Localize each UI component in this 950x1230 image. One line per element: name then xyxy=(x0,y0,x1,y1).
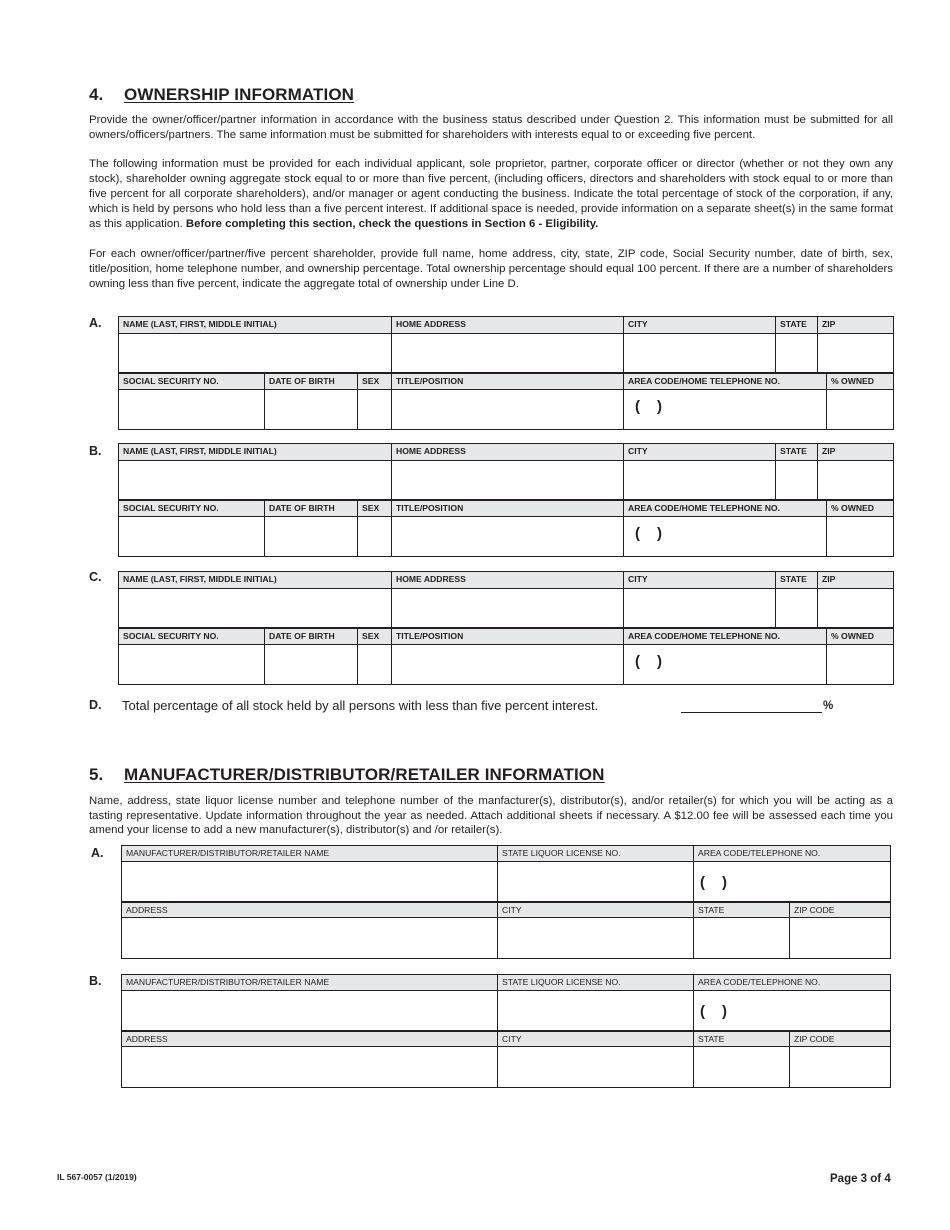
dob-header: DATE OF BIRTH xyxy=(265,629,358,644)
sex-header: SEX xyxy=(358,501,392,516)
city-field[interactable] xyxy=(498,1047,694,1087)
manufacturer-row-label: B. xyxy=(89,974,102,988)
owner-input-row-1 xyxy=(119,589,893,627)
state-field[interactable] xyxy=(694,1047,790,1087)
name-field[interactable] xyxy=(119,461,392,499)
phone-field[interactable] xyxy=(624,645,827,684)
manufacturer-input-row-2 xyxy=(122,918,890,958)
ssn-field[interactable] xyxy=(119,645,265,684)
line-d-text: Total percentage of all stock held by all persons with less than five percent interest. xyxy=(122,698,599,713)
owner-input-row-1 xyxy=(119,461,893,499)
dob-header: DATE OF BIRTH xyxy=(265,501,358,516)
paren-close: ) xyxy=(657,525,662,542)
sex-header: SEX xyxy=(358,374,392,389)
manufacturer-table-a xyxy=(121,845,891,959)
manufacturer-header-row-1 xyxy=(122,846,890,862)
manufacturer-header-row-2 xyxy=(122,1032,890,1047)
license-field[interactable] xyxy=(498,862,694,901)
ssn-header: SOCIAL SECURITY NO. xyxy=(119,501,265,516)
ssn-header: SOCIAL SECURITY NO. xyxy=(119,374,265,389)
state-header: STATE xyxy=(694,1032,790,1046)
zip-code-header: ZIP CODE xyxy=(794,905,835,915)
address-field[interactable] xyxy=(122,918,498,958)
zip-code-field[interactable] xyxy=(790,1047,890,1087)
license-header: STATE LIQUOR LICENSE NO. xyxy=(498,975,694,990)
paren-open: ( xyxy=(635,398,640,415)
ownership-intro-paragraph: Provide the owner/officer/partner information in accordance with the business status described under Question 2. This information must be submitted for all owners/officers/partners. The same information must be submitted for shareholders with interests equal to or exceeding five percent. xyxy=(89,114,893,141)
manufacturer-input-row-1 xyxy=(122,991,890,1030)
zip-header: ZIP xyxy=(822,446,836,456)
owned-header: % OWNED xyxy=(831,503,874,513)
owner-row-label: C. xyxy=(89,570,102,584)
manufacturer-name-header: MANUFACTURER/DISTRIBUTOR/RETAILER NAME xyxy=(122,975,498,990)
home-address-field[interactable] xyxy=(392,461,624,499)
instructions-text: The following information must be provided for each individual applicant, sole proprietor, partner, corporate officer or director (whether or not they own any stock), shareholder owning aggregate stock equal to or more than five percent, (including officers, directors and shareholders with stock equal to or more than five percent for all corporate shareholders), and/or manager or agent conducting the business. Indicate the total percentage of stock of the corporation, if any, which is held by persons who hold less than a five percent interest. If additional space is needed, provide information on a separate sheet(s) in the same format as this application. xyxy=(89,158,893,230)
city-header: CITY xyxy=(624,444,776,460)
city-header: CITY xyxy=(498,1032,694,1046)
section-number: 5. xyxy=(89,765,104,784)
phone-field[interactable] xyxy=(624,517,827,556)
title-field[interactable] xyxy=(392,517,624,556)
sex-field[interactable] xyxy=(358,517,392,556)
dob-field[interactable] xyxy=(265,390,358,429)
paren-close: ) xyxy=(722,1003,727,1020)
manufacturer-name-header: MANUFACTURER/DISTRIBUTOR/RETAILER NAME xyxy=(122,846,498,861)
paren-open: ( xyxy=(700,874,705,891)
telephone-header: AREA CODE/TELEPHONE NO. xyxy=(698,977,821,987)
area-code-parens xyxy=(700,1003,744,1020)
phone-field[interactable] xyxy=(624,390,827,429)
state-header: STATE xyxy=(776,317,818,333)
state-field[interactable] xyxy=(776,334,818,372)
paren-open: ( xyxy=(635,653,640,670)
owned-header: % OWNED xyxy=(831,376,874,386)
city-field[interactable] xyxy=(624,589,776,627)
home-address-header: HOME ADDRESS xyxy=(392,317,624,333)
percent-sign: % xyxy=(823,700,834,712)
eligibility-note: Before completing this section, check the questions in Section 6 - Eligibility. xyxy=(185,218,599,230)
title-header: TITLE/POSITION xyxy=(392,629,624,644)
owner-table-b xyxy=(118,443,894,557)
name-header: NAME (LAST, FIRST, MIDDLE INITIAL) xyxy=(119,317,392,333)
sex-field[interactable] xyxy=(358,645,392,684)
area-code-parens xyxy=(635,653,679,670)
ssn-field[interactable] xyxy=(119,390,265,429)
area-code-parens xyxy=(700,874,744,891)
manufacturer-input-row-1 xyxy=(122,862,890,901)
ownership-instructions-paragraph xyxy=(89,157,893,232)
section-5-title xyxy=(89,765,604,785)
paren-close: ) xyxy=(722,874,727,891)
address-header: ADDRESS xyxy=(122,903,498,917)
owner-row-label: B. xyxy=(89,444,102,458)
name-header: NAME (LAST, FIRST, MIDDLE INITIAL) xyxy=(119,572,392,588)
telephone-field[interactable] xyxy=(694,991,890,1030)
section-number: 4. xyxy=(89,85,104,104)
paren-close: ) xyxy=(657,653,662,670)
state-field[interactable] xyxy=(694,918,790,958)
city-field[interactable] xyxy=(624,461,776,499)
license-field[interactable] xyxy=(498,991,694,1030)
owner-input-row-1 xyxy=(119,334,893,372)
city-header: CITY xyxy=(498,903,694,917)
zip-header: ZIP xyxy=(822,319,836,329)
city-field[interactable] xyxy=(624,334,776,372)
state-header: STATE xyxy=(694,903,790,917)
manufacturer-row-label: A. xyxy=(91,846,104,860)
owner-table-c xyxy=(118,571,894,685)
owned-field[interactable] xyxy=(827,517,893,556)
state-field[interactable] xyxy=(776,589,818,627)
owner-header-row-2 xyxy=(119,629,893,645)
address-field[interactable] xyxy=(122,1047,498,1087)
owner-input-row-2 xyxy=(119,645,893,684)
manufacturer-table-b xyxy=(121,974,891,1088)
owner-header-row-2 xyxy=(119,374,893,390)
sex-header: SEX xyxy=(358,629,392,644)
license-header: STATE LIQUOR LICENSE NO. xyxy=(498,846,694,861)
name-field[interactable] xyxy=(119,589,392,627)
form-id: IL 567-0057 (1/2019) xyxy=(57,1172,137,1182)
zip-code-field[interactable] xyxy=(790,918,890,958)
city-header: CITY xyxy=(624,317,776,333)
owned-field[interactable] xyxy=(827,645,893,684)
phone-header: AREA CODE/HOME TELEPHONE NO. xyxy=(624,629,827,644)
telephone-header: AREA CODE/TELEPHONE NO. xyxy=(698,848,821,858)
title-header: TITLE/POSITION xyxy=(392,374,624,389)
area-code-parens xyxy=(635,525,679,542)
title-field[interactable] xyxy=(392,645,624,684)
owner-header-row-1 xyxy=(119,572,893,589)
owned-header: % OWNED xyxy=(831,631,874,641)
dob-field[interactable] xyxy=(265,517,358,556)
zip-header: ZIP xyxy=(822,574,836,584)
home-address-header: HOME ADDRESS xyxy=(392,572,624,588)
section-title-text: MANUFACTURER/DISTRIBUTOR/RETAILER INFORMATION xyxy=(124,765,605,784)
dob-header: DATE OF BIRTH xyxy=(265,374,358,389)
paren-open: ( xyxy=(635,525,640,542)
manufacturer-paragraph: Name, address, state liquor license number and telephone number of the manfacturer(s), distributor(s), and/or retailer(s) for which you will be acting as a tasting representative. Update information throughout the year as needed. Attach additional sheets if necessary. A $12.00 fee will be assessed each time you amend your license to add a new manufacturer(s), distributor(s) and /or retailer(s). xyxy=(89,795,893,836)
zip-field[interactable] xyxy=(818,461,893,499)
phone-header: AREA CODE/HOME TELEPHONE NO. xyxy=(624,501,827,516)
zip-code-header: ZIP CODE xyxy=(794,1034,835,1044)
ssn-header: SOCIAL SECURITY NO. xyxy=(119,629,265,644)
line-d-label: D. xyxy=(89,698,102,712)
city-field[interactable] xyxy=(498,918,694,958)
title-header: TITLE/POSITION xyxy=(392,501,624,516)
name-header: NAME (LAST, FIRST, MIDDLE INITIAL) xyxy=(119,444,392,460)
manufacturer-name-field[interactable] xyxy=(122,862,498,901)
owner-input-row-2 xyxy=(119,390,893,429)
manufacturer-input-row-2 xyxy=(122,1047,890,1087)
area-code-parens xyxy=(635,398,679,415)
section-4-title xyxy=(89,85,354,105)
section-title-text: OWNERSHIP INFORMATION xyxy=(124,85,355,104)
owned-field[interactable] xyxy=(827,390,893,429)
home-address-header: HOME ADDRESS xyxy=(392,444,624,460)
city-header: CITY xyxy=(624,572,776,588)
address-header: ADDRESS xyxy=(122,1032,498,1046)
page-number: Page 3 of 4 xyxy=(830,1173,891,1185)
manufacturer-header-row-2 xyxy=(122,903,890,918)
home-address-field[interactable] xyxy=(392,589,624,627)
state-header: STATE xyxy=(776,572,818,588)
owner-row-label: A. xyxy=(89,316,102,330)
zip-field[interactable] xyxy=(818,334,893,372)
owner-input-row-2 xyxy=(119,517,893,556)
owner-table-a xyxy=(118,316,894,430)
sex-field[interactable] xyxy=(358,390,392,429)
manufacturer-header-row-1 xyxy=(122,975,890,991)
name-field[interactable] xyxy=(119,334,392,372)
line-d-input[interactable] xyxy=(681,712,822,713)
telephone-field[interactable] xyxy=(694,862,890,901)
manufacturer-name-field[interactable] xyxy=(122,991,498,1030)
owner-header-row-1 xyxy=(119,317,893,334)
home-address-field[interactable] xyxy=(392,334,624,372)
owner-header-row-2 xyxy=(119,501,893,517)
owner-header-row-1 xyxy=(119,444,893,461)
zip-field[interactable] xyxy=(818,589,893,627)
dob-field[interactable] xyxy=(265,645,358,684)
paren-open: ( xyxy=(700,1003,705,1020)
paren-close: ) xyxy=(657,398,662,415)
title-field[interactable] xyxy=(392,390,624,429)
ssn-field[interactable] xyxy=(119,517,265,556)
phone-header: AREA CODE/HOME TELEPHONE NO. xyxy=(624,374,827,389)
state-field[interactable] xyxy=(776,461,818,499)
state-header: STATE xyxy=(776,444,818,460)
ownership-details-paragraph: For each owner/officer/partner/five percent shareholder, provide full name, home address, city, state, ZIP code, Social Security number, date of birth, sex, title/position, home telephone number, and ownership percentage. Total ownership percentage should equal 100 percent. If there are a number of shareholders owning less than five percent, indicate the aggregate total of ownership under Line D. xyxy=(89,248,893,290)
